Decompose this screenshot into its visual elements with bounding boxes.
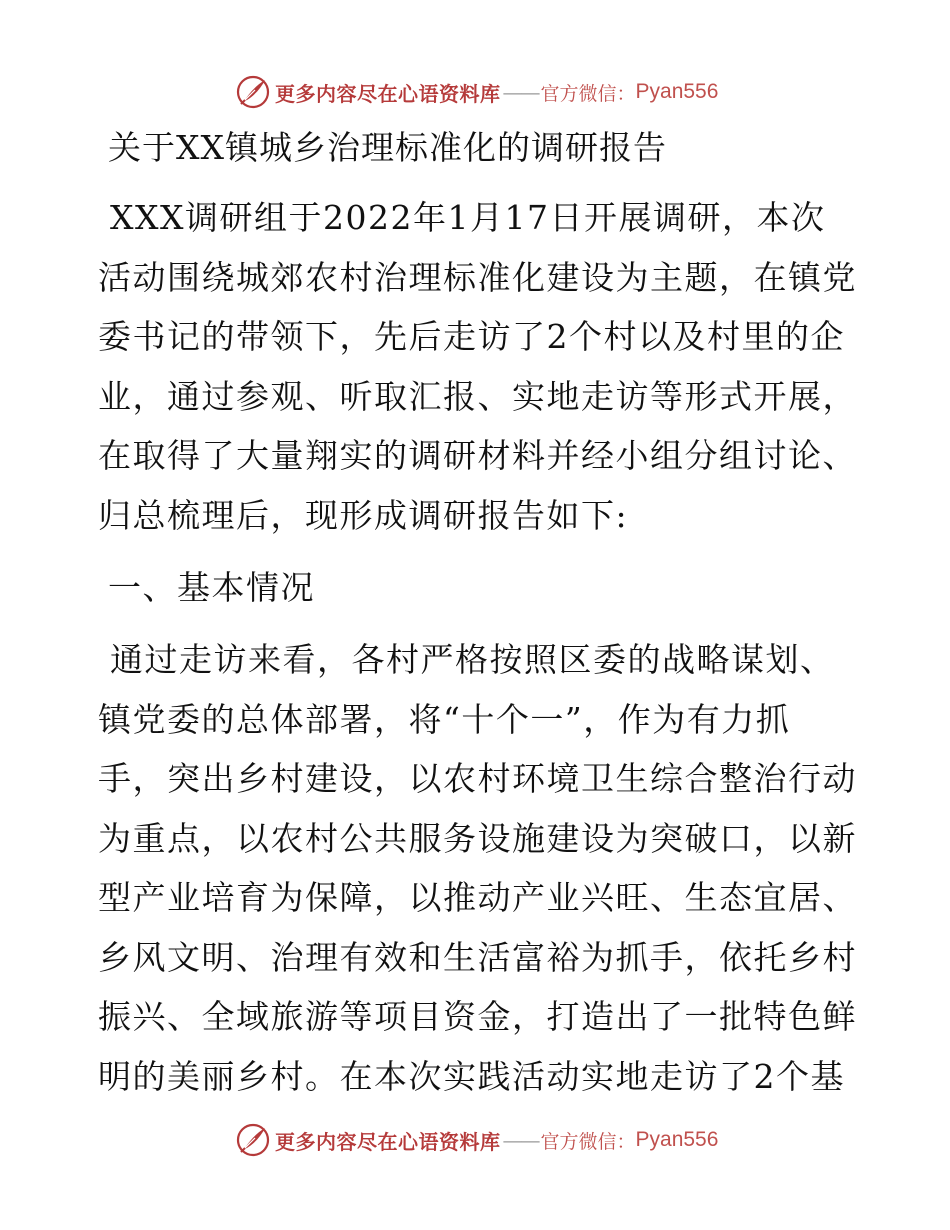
intro-paragraph: XXX调研组于2022年1月17日开展调研，本次活动围绕城郊农村治理标准化建设为主题，在镇党委书记的带领下，先后走访了2个村以及村里的企业，通过参观、听取汇报、实地走访等形式开展，在取得了大量翔实的调研材料并经小组分组讨论、归总梳理后，现形成调研报告如下: [98, 198, 857, 535]
watermark-handle: Pyan556 [635, 1128, 719, 1151]
document-title: 关于XX镇城乡治理标准化的调研报告 [108, 128, 667, 167]
section-heading-basic-situation: 一、基本情况 [108, 568, 315, 607]
watermark-wechat-label: 官方微信： [540, 1130, 636, 1153]
section-paragraph-basic-situation: 通过走访来看，各村严格按照区委的战略谋划、镇党委的总体部署，将“十个一”，作为有力抓手，突出乡村建设，以农村环境卫生综合整治行动为重点，以农村公共服务设施建设为突破口，以新型产业培育为保障，以推动产业兴旺、生态宜居、乡风文明、治理有效和生活富裕为抓手，依托乡村振兴、全域旅游等项目资金，打造出了一批特色鲜明的美丽乡村。在本次实践活动实地走访了2个基 [98, 640, 857, 1096]
watermark-separator: —— [502, 80, 539, 104]
watermark-wechat-label: 官方微信： [540, 82, 636, 105]
watermark-banner-top [235, 72, 718, 112]
watermark-text: 更多内容尽在心语资料库 [275, 81, 501, 106]
watermark-banner-bottom [235, 1120, 718, 1160]
watermark-handle: Pyan556 [635, 80, 719, 103]
watermark-text: 更多内容尽在心语资料库 [275, 1129, 501, 1154]
watermark-separator: —— [502, 1128, 539, 1152]
feather-pen-icon [235, 1122, 271, 1158]
feather-pen-icon [235, 74, 271, 110]
